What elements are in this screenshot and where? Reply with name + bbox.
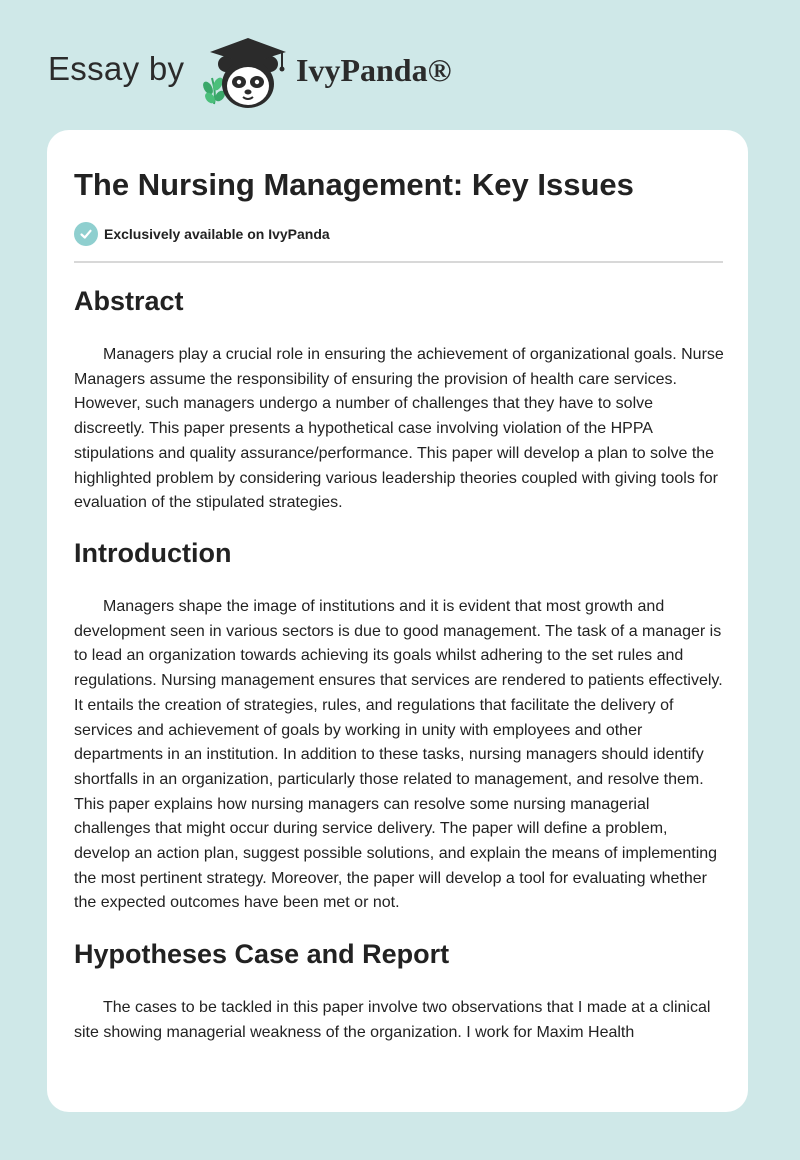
essay-title: The Nursing Management: Key Issues xyxy=(74,167,634,202)
panda-logo-icon[interactable] xyxy=(202,36,292,112)
section-heading-abstract: Abstract xyxy=(74,286,184,316)
section-heading-hypotheses: Hypotheses Case and Report xyxy=(74,939,450,969)
check-circle-icon xyxy=(74,222,98,246)
abstract-paragraph: Managers play a crucial role in ensuring the achievement of organizational goals. Nurse Managers assume the responsibility of ensuring the provision of health care services. However, such managers undergo a number of challenges that they have to solve discreetly. This paper presents a hypothetical case involving violation of the HPPA stipulations and quality assurance/performance. This paper will develop a plan to solve the highlighted problem by considering various leadership theories coupled with giving tools for evaluation of the stipulated strategies. xyxy=(74,346,724,512)
brand-name[interactable]: IvyPanda® xyxy=(296,52,452,88)
exclusive-badge xyxy=(74,222,330,246)
section-heading-introduction: Introduction xyxy=(74,538,232,568)
exclusive-label: Exclusively available on IvyPanda xyxy=(104,226,330,242)
essay-card xyxy=(47,130,748,1112)
essay-by-label: Essay by xyxy=(48,50,185,87)
site-header xyxy=(0,0,800,130)
hypotheses-paragraph: The cases to be tackled in this paper involve two observations that I made at a clinical site showing managerial weakness of the organization. I work for Maxim Health xyxy=(74,999,711,1041)
introduction-paragraph: Managers shape the image of institutions and it is evident that most growth and development seen in various sectors is due to good management. The task of a manager is to lead an organization towards achieving its goals whilst adhering to the set rules and regulations. Nursing management ensures that services are rendered to patients effectively. It entails the creation of strategies, rules, and regulations that facilitate the delivery of services and achievement of goals by working in unity with employees and other departments in an institution. In addition to these tasks, nursing managers should identify shortfalls in an organization, particularly those related to management, and resolve them. This paper explains how nursing managers can resolve some nursing managerial challenges that might occur during service delivery. The paper will define a problem, develop an action plan, suggest possible solutions, and explain the means of implementing the most pertinent strategy. Moreover, the paper will develop a tool for evaluating whether the expected outcomes have been met or not. xyxy=(74,598,723,912)
title-divider xyxy=(74,261,723,263)
